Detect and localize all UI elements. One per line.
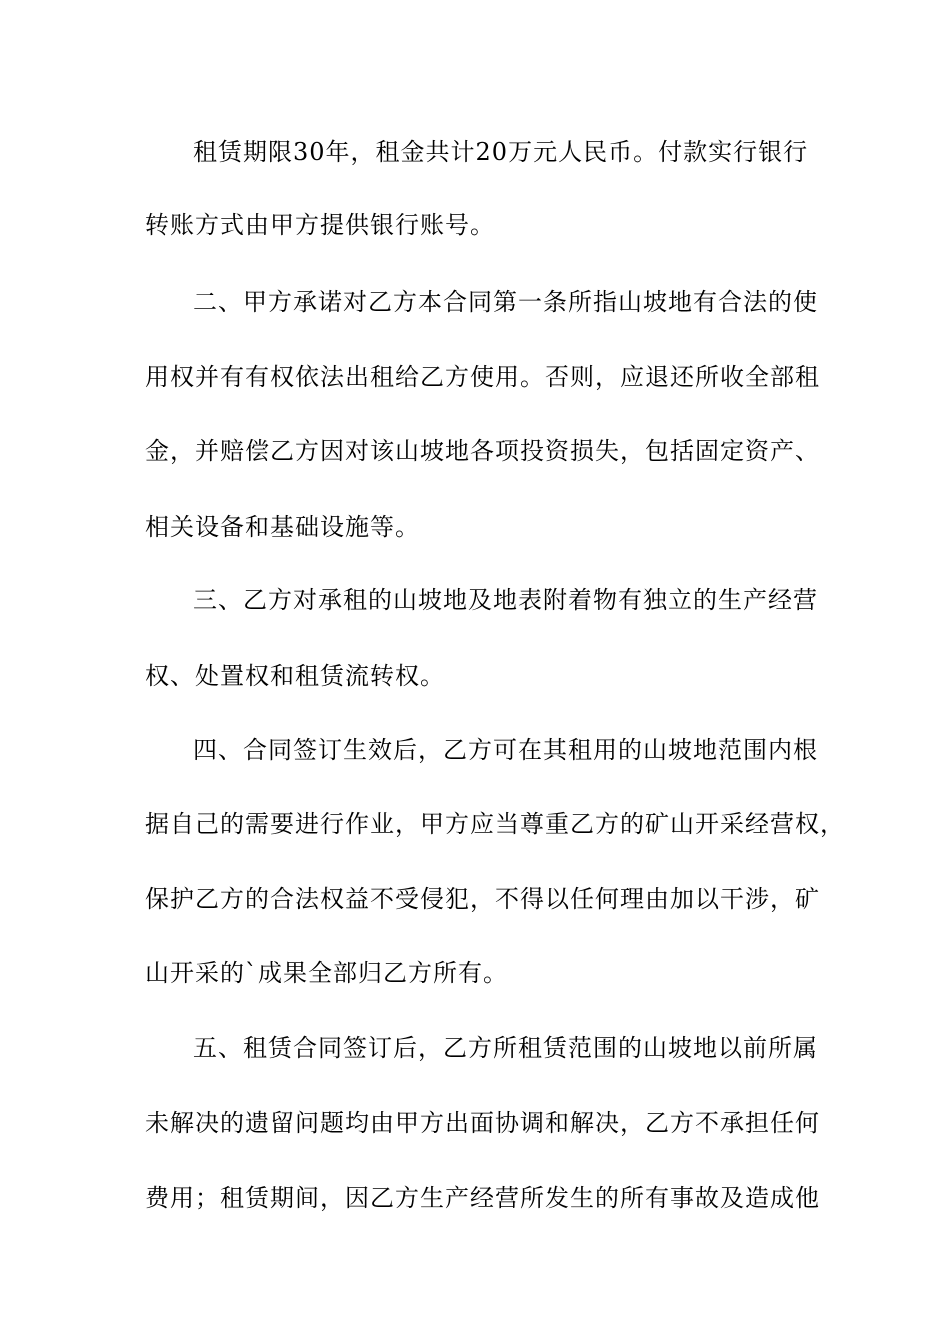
paragraph-line: 金，并赔偿乙方因对该山坡地各项投资损失，包括固定资产、 — [145, 437, 820, 465]
paragraph-line: 山开采的`成果全部归乙方所有。 — [145, 959, 508, 987]
paragraph-line: 转账方式由甲方提供银行账号。 — [145, 211, 495, 239]
paragraph-line: 费用；租赁期间，因乙方生产经营所发生的所有事故及造成他 — [145, 1184, 820, 1212]
paragraph-line: 用权并有有权依法出租给乙方使用。否则，应退还所收全部租 — [145, 363, 820, 391]
paragraph-line: 未解决的遗留问题均由甲方出面协调和解决，乙方不承担任何 — [145, 1109, 820, 1137]
paragraph-line: 二、甲方承诺对乙方本合同第一条所指山坡地有合法的使 — [193, 288, 818, 316]
paragraph-line: 权、处置权和租赁流转权。 — [145, 662, 445, 690]
paragraph-line: 据自己的需要进行作业，甲方应当尊重乙方的矿山开采经营权， — [145, 810, 845, 838]
paragraph-line: 保护乙方的合法权益不受侵犯，不得以任何理由加以干涉，矿 — [145, 885, 820, 913]
paragraph-line: 三、乙方对承租的山坡地及地表附着物有独立的生产经营 — [193, 586, 818, 614]
paragraph-line: 四、合同签订生效后，乙方可在其租用的山坡地范围内根 — [193, 736, 818, 764]
paragraph-line: 租赁期限30年，租金共计20万元人民币。付款实行银行 — [193, 138, 809, 166]
paragraph-line: 五、租赁合同签订后，乙方所租赁范围的山坡地以前所属 — [193, 1034, 818, 1062]
paragraph-line: 相关设备和基础设施等。 — [145, 513, 420, 541]
